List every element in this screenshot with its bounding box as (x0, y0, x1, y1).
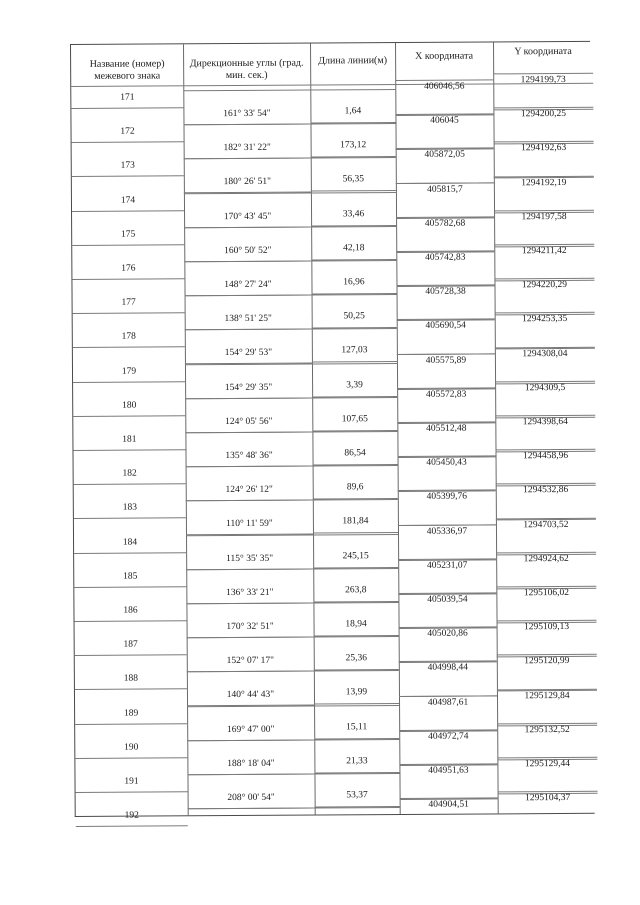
y-coordinate: 1294924,62 (523, 553, 569, 565)
direction-angle: 169° 47' 00" (226, 724, 275, 735)
point-name: 182 (122, 468, 137, 479)
point-name: 190 (124, 742, 139, 753)
y-coordinate: 1295120,99 (524, 656, 570, 667)
x-coordinate: 405572,83 (425, 389, 467, 400)
x-coordinate: 404987,61 (427, 697, 469, 708)
row-divider (74, 586, 186, 588)
direction-angle: 161° 33' 54" (223, 108, 271, 120)
direction-angle: 154° 29' 53" (224, 348, 273, 359)
x-coordinate: 405020,86 (427, 628, 468, 640)
point-name: 183 (122, 502, 137, 514)
y-coordinate: 1294199,73 (520, 74, 566, 86)
line-length: 13,99 (345, 687, 368, 698)
y-coordinate: 1295129,84 (524, 690, 570, 701)
row-divider (313, 465, 398, 467)
line-length: 56,35 (342, 174, 365, 185)
y-coordinate: 1294192,63 (521, 143, 567, 154)
x-coordinate: 405815,7 (427, 184, 463, 195)
row-divider (72, 141, 184, 143)
row-divider (187, 671, 314, 673)
line-length: 16,96 (343, 277, 365, 288)
x-coordinate: 406045 (430, 115, 459, 126)
point-name: 191 (124, 776, 139, 787)
row-divider (184, 192, 311, 194)
line-length: 42,18 (343, 243, 365, 254)
row-divider (188, 808, 315, 810)
direction-angle: 188° 18' 04" (227, 758, 275, 769)
row-divider (312, 397, 397, 399)
point-name: 187 (123, 639, 138, 650)
row-divider (184, 261, 311, 263)
row-divider (184, 226, 311, 228)
row-divider (311, 192, 396, 194)
line-length: 86,54 (344, 448, 366, 459)
row-divider (314, 773, 399, 775)
row-divider (186, 500, 313, 502)
y-coordinate: 1295132,52 (524, 724, 570, 736)
row-divider (72, 278, 184, 280)
x-coordinate: 405728,38 (425, 286, 466, 298)
row-divider (315, 807, 400, 809)
line-length: 15,11 (346, 721, 368, 732)
x-coordinate: 404998,44 (427, 662, 469, 674)
y-coordinate: 1294200,25 (520, 109, 567, 120)
line-length: 173,12 (340, 140, 367, 151)
row-divider (185, 363, 312, 365)
row-divider (73, 415, 185, 417)
x-coordinate: 405399,76 (426, 491, 467, 503)
line-length: 181,84 (342, 516, 369, 527)
row-divider (314, 670, 399, 672)
x-coordinate: 405575,89 (425, 355, 467, 366)
line-length: 3,39 (346, 379, 363, 390)
row-divider (73, 449, 185, 451)
row-divider (75, 654, 187, 656)
x-coordinate: 405872,05 (424, 149, 465, 161)
row-divider (76, 791, 188, 793)
direction-angle: 140° 44' 43" (226, 690, 275, 701)
row-divider (186, 568, 313, 570)
row-divider (76, 825, 188, 827)
x-coordinate: 405690,54 (425, 320, 466, 332)
x-coordinate: 405512,48 (426, 423, 467, 434)
row-divider (187, 774, 314, 776)
row-divider (313, 534, 398, 536)
point-name: 178 (121, 331, 136, 343)
row-divider (74, 483, 186, 485)
header-line-length: Длина линии(м) (318, 55, 388, 67)
row-divider (311, 226, 396, 228)
row-divider (312, 363, 397, 365)
row-divider (74, 552, 186, 554)
point-name: 185 (123, 571, 138, 582)
point-name: 184 (122, 537, 138, 548)
row-divider (75, 689, 187, 691)
row-divider (185, 432, 312, 434)
row-divider (313, 568, 398, 570)
row-divider (312, 294, 397, 296)
y-coordinate: 1294192,19 (521, 177, 567, 188)
y-coordinate: 1294211,42 (521, 245, 567, 257)
row-divider (186, 466, 313, 468)
row-divider (185, 397, 312, 399)
point-name: 177 (121, 297, 136, 308)
y-coordinate: 1295104,37 (525, 793, 571, 804)
row-divider (185, 295, 312, 297)
line-length: 50,25 (343, 311, 365, 322)
x-coordinate: 404951,63 (428, 765, 469, 776)
direction-angle: 154° 29' 35" (224, 382, 273, 393)
point-name: 179 (121, 366, 137, 377)
row-divider (75, 620, 187, 622)
row-divider (311, 260, 396, 262)
y-coordinate: 1294308,04 (522, 348, 568, 359)
row-divider (185, 329, 312, 331)
direction-angle: 115° 35' 35" (226, 553, 274, 564)
header-x-coordinate: X координата (415, 50, 474, 62)
y-coordinate: 1294703,52 (523, 519, 569, 530)
row-divider (187, 637, 314, 639)
row-divider (73, 312, 185, 314)
line-length: 107,65 (341, 413, 368, 425)
row-divider (310, 123, 395, 125)
y-coordinate: 1294532,86 (523, 485, 569, 496)
row-divider (73, 347, 185, 349)
x-coordinate: 405336,97 (426, 526, 468, 537)
point-name: 180 (122, 400, 137, 411)
x-coordinate: 405231,07 (426, 560, 468, 571)
x-coordinate: 405742,83 (425, 252, 466, 263)
direction-angle: 148° 27' 24" (224, 279, 272, 291)
x-coordinate: 406046,56 (424, 81, 465, 92)
direction-angle: 136° 33' 21" (226, 587, 274, 598)
line-length: 18,94 (345, 619, 367, 630)
row-divider (184, 158, 311, 160)
row-divider (72, 176, 184, 178)
row-divider (314, 705, 399, 707)
line-length: 263,8 (345, 584, 367, 596)
row-divider (75, 757, 187, 759)
y-coordinate: 1294458,96 (522, 451, 569, 462)
point-name: 192 (124, 810, 139, 821)
row-divider (312, 328, 397, 330)
direction-angle: 160° 50' 52" (224, 245, 272, 256)
header-y-coordinate: Y координата (514, 45, 572, 58)
line-length: 25,36 (345, 653, 367, 664)
line-length: 53,37 (346, 790, 368, 801)
direction-angle: 135° 48' 36" (225, 450, 273, 462)
row-divider (314, 739, 399, 741)
point-name: 171 (120, 92, 135, 103)
row-divider (71, 107, 183, 109)
y-coordinate: 1294398,64 (522, 416, 568, 428)
line-length: 89,6 (346, 482, 364, 493)
row-divider (73, 381, 185, 383)
direction-angle: 124° 05' 56" (225, 416, 273, 427)
row-divider (187, 739, 314, 741)
row-divider (183, 90, 310, 92)
line-length: 245,15 (342, 550, 369, 561)
direction-angle: 138° 51' 25" (224, 313, 272, 325)
point-name: 174 (120, 195, 136, 206)
direction-angle: 152° 07' 17" (226, 655, 274, 667)
line-length: 21,33 (346, 755, 368, 767)
direction-angle: 124° 26' 12" (225, 484, 273, 496)
point-name: 189 (123, 708, 139, 719)
y-coordinate: 1294197,58 (521, 211, 567, 223)
point-name: 176 (121, 263, 136, 274)
line-length: 1,64 (344, 106, 362, 117)
row-divider (313, 499, 398, 501)
point-name: 175 (121, 229, 136, 240)
x-coordinate: 404972,74 (428, 731, 469, 742)
row-divider (311, 157, 396, 159)
y-coordinate: 1295129,44 (524, 758, 571, 770)
x-coordinate: 404904,51 (428, 799, 469, 811)
line-length: 127,03 (341, 345, 368, 356)
header-point-name: Название (номер) межевого знака (89, 58, 165, 82)
row-divider (314, 636, 399, 638)
point-name: 188 (123, 673, 139, 685)
row-divider (75, 723, 187, 725)
direction-angle: 180° 26' 51" (223, 177, 272, 188)
x-coordinate: 405039,54 (427, 594, 468, 605)
y-coordinate: 1295109,13 (523, 622, 570, 633)
row-divider (72, 244, 184, 246)
direction-angle: 110° 11' 59" (226, 519, 273, 530)
row-divider (72, 210, 184, 212)
row-divider (186, 534, 313, 536)
row-divider (183, 124, 310, 126)
row-divider (310, 89, 395, 91)
y-coordinate: 1294253,35 (522, 314, 568, 325)
direction-angle: 170° 32' 51" (226, 621, 274, 633)
row-divider (74, 518, 186, 520)
coordinates-table (70, 41, 595, 821)
point-name: 186 (123, 605, 138, 616)
row-divider (187, 705, 314, 707)
row-divider (312, 431, 397, 433)
header-direction-angle: Дирекционные углы (град. мин. сек.) (189, 57, 304, 82)
direction-angle: 182° 31' 22" (223, 142, 271, 154)
y-coordinate: 1294220,29 (521, 280, 568, 291)
point-name: 172 (120, 126, 135, 137)
y-coordinate: 1294309,5 (524, 382, 566, 394)
point-name: 173 (120, 160, 135, 172)
x-coordinate: 405450,43 (426, 457, 467, 469)
row-divider (186, 603, 313, 605)
point-name: 181 (122, 434, 137, 445)
x-coordinate: 405782,68 (424, 218, 466, 229)
row-divider (313, 602, 398, 604)
line-length: 33,46 (342, 208, 365, 219)
direction-angle: 170° 43' 45" (223, 211, 272, 222)
y-coordinate: 1295106,02 (523, 587, 569, 599)
direction-angle: 208° 00' 54" (227, 792, 275, 804)
